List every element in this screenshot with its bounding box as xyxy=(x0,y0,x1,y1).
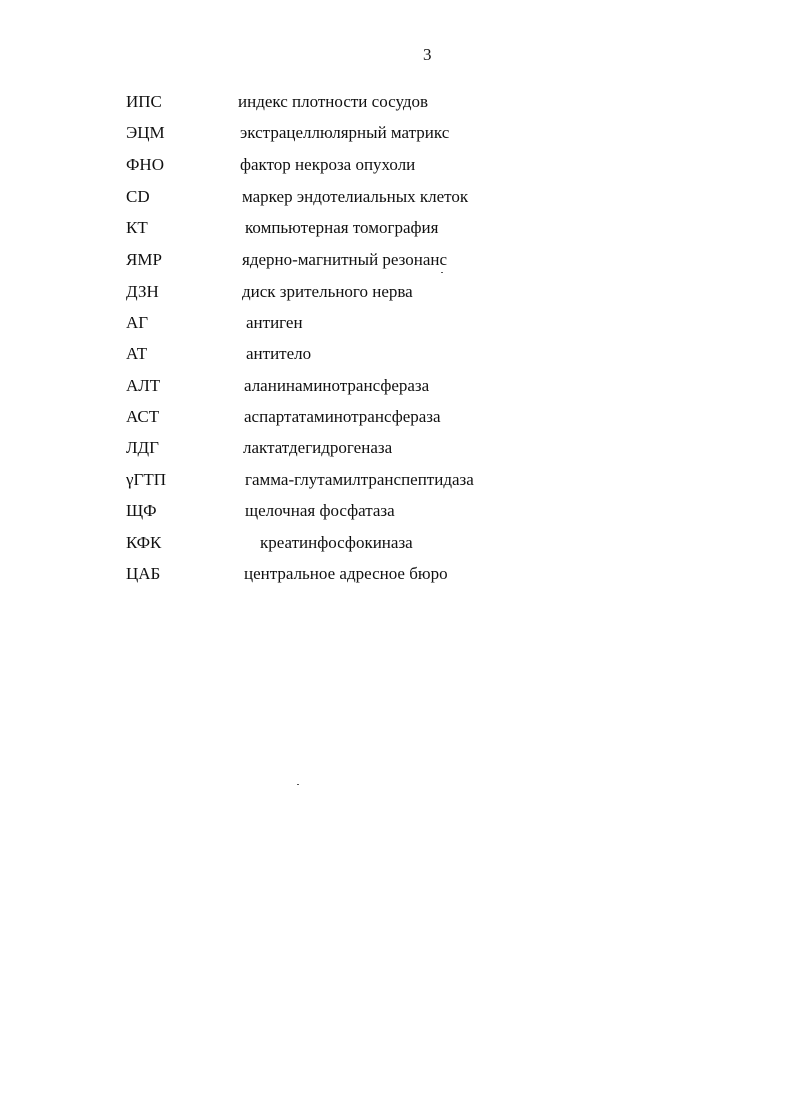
abbreviation-term: CD xyxy=(126,187,150,206)
abbreviation-definition: фактор некроза опухоли xyxy=(240,155,416,174)
abbreviation-row xyxy=(0,248,794,272)
abbreviation-definition: гамма-глутамилтранспептидаза xyxy=(245,470,474,489)
abbreviation-definition: щелочная фосфатаза xyxy=(245,501,395,520)
abbreviation-term: γГТП xyxy=(126,470,167,489)
abbreviation-term: АТ xyxy=(126,344,148,363)
abbreviation-definition: маркер эндотелиальных клеток xyxy=(242,187,469,206)
abbreviation-row xyxy=(0,562,794,586)
scan-speck xyxy=(297,784,299,785)
abbreviation-row xyxy=(0,311,794,335)
abbreviation-definition: ядерно-магнитный резонанс xyxy=(242,250,448,269)
abbreviation-row xyxy=(0,374,794,398)
abbreviation-term: ЩФ xyxy=(126,501,157,520)
abbreviation-row xyxy=(0,436,794,460)
abbreviation-row xyxy=(0,499,794,523)
abbreviation-row xyxy=(0,185,794,209)
abbreviation-definition: аланинаминотрансфераза xyxy=(244,376,430,395)
abbreviation-term: АСТ xyxy=(126,407,160,426)
abbreviation-term: ДЗН xyxy=(126,282,159,301)
abbreviation-row xyxy=(0,90,794,114)
abbreviation-definition: антитело xyxy=(246,344,312,363)
abbreviation-term: АГ xyxy=(126,313,149,332)
abbreviation-term: АЛТ xyxy=(126,376,161,395)
abbreviation-term: ИПС xyxy=(126,92,162,111)
abbreviation-row xyxy=(0,216,794,240)
abbreviation-term: ЛДГ xyxy=(126,438,159,457)
abbreviation-term: ЭЦМ xyxy=(126,123,165,142)
abbreviation-row xyxy=(0,153,794,177)
abbreviation-definition: индекс плотности сосудов xyxy=(238,92,429,111)
abbreviation-term: ФНО xyxy=(126,155,164,174)
abbreviation-row xyxy=(0,342,794,366)
abbreviation-definition: креатинфосфокиназа xyxy=(260,533,413,552)
abbreviation-term: ЯМР xyxy=(126,250,162,269)
abbreviation-row xyxy=(0,405,794,429)
abbreviation-definition: аспартатаминотрансфераза xyxy=(244,407,441,426)
abbreviation-row xyxy=(0,531,794,555)
abbreviation-term: КТ xyxy=(126,218,148,237)
abbreviation-definition: антиген xyxy=(246,313,303,332)
page-number: 3 xyxy=(423,45,432,64)
abbreviation-definition: диск зрительного нерва xyxy=(242,282,413,301)
abbreviation-row xyxy=(0,121,794,145)
abbreviation-definition: компьютерная томография xyxy=(245,218,439,237)
scan-speck xyxy=(441,272,443,273)
abbreviation-term: ЦАБ xyxy=(126,564,161,583)
abbreviation-definition: центральное адресное бюро xyxy=(244,564,448,583)
abbreviation-definition: лактатдегидрогеназа xyxy=(243,438,393,457)
abbreviation-row xyxy=(0,280,794,304)
abbreviation-term: КФК xyxy=(126,533,162,552)
abbreviation-row xyxy=(0,468,794,492)
abbreviation-definition: экстрацеллюлярный матрикс xyxy=(240,123,450,142)
